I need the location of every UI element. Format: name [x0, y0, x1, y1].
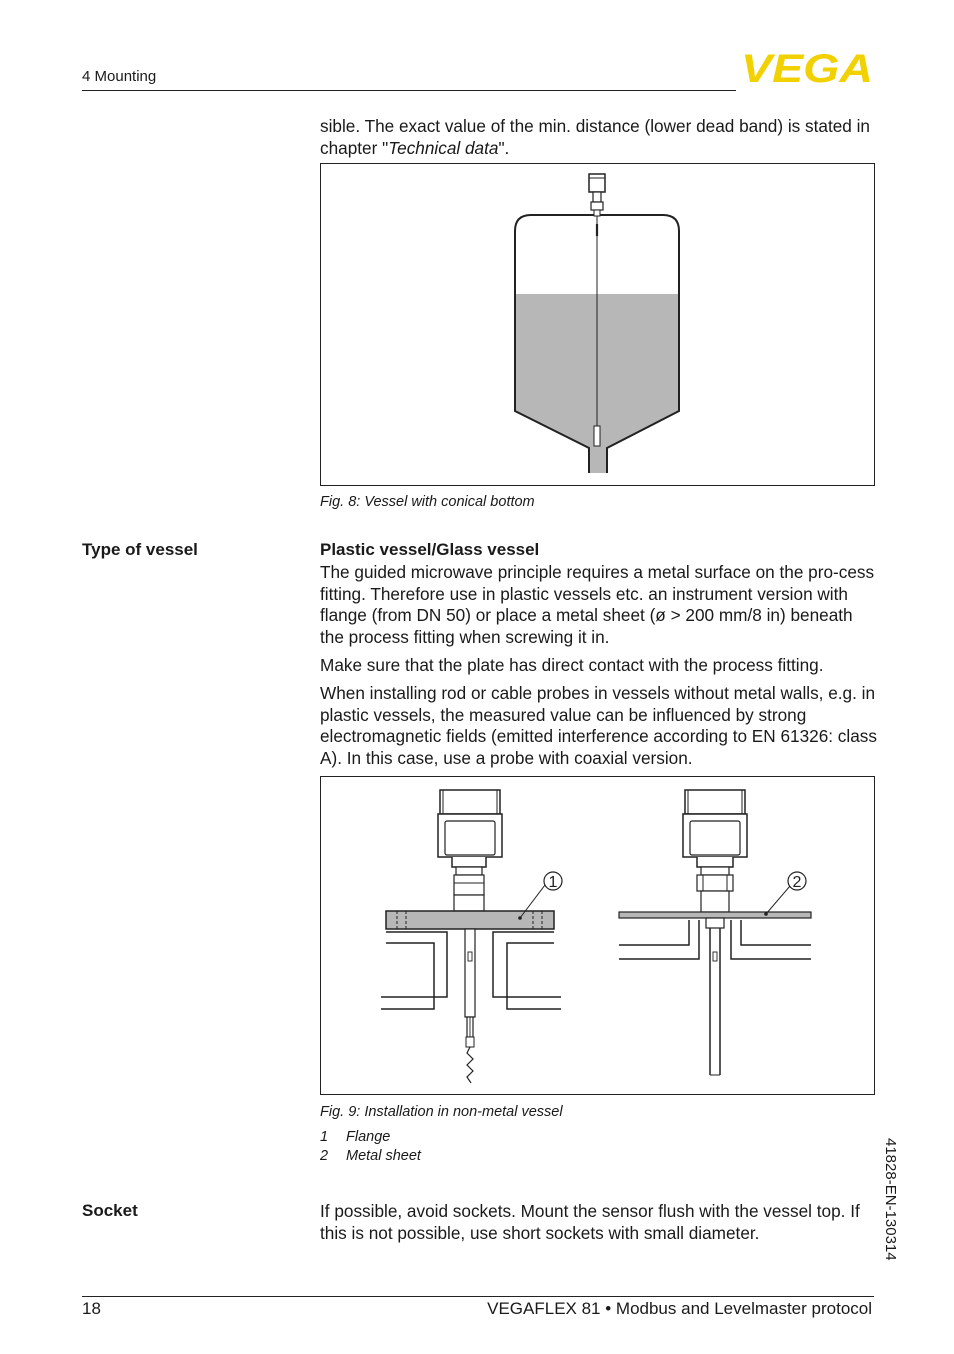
figure-vessel-conical-bottom: [320, 163, 875, 486]
vessel-socket-right-1: [493, 932, 561, 997]
legend-item-flange: 1 Flange: [320, 1129, 391, 1145]
vessel-socket-left-1: [381, 932, 447, 997]
vega-logo: [740, 50, 874, 84]
vessel-socket-left-2: [619, 920, 689, 945]
sensor-neck-2: [697, 857, 733, 867]
figure-8-caption: Fig. 8: Vessel with conical bottom: [320, 494, 535, 510]
paragraph-plate-contact: Make sure that the plate has direct contact with the process fitting.: [320, 655, 824, 675]
metal-sheet-version: [619, 790, 811, 1075]
chapter-reference: Technical data: [388, 137, 499, 158]
probe-cable-1: [467, 1047, 473, 1083]
vessel-conical-drawing: [321, 164, 874, 485]
flange-version: [381, 790, 562, 1083]
flange-plate: [386, 911, 554, 929]
side-heading-socket: Socket: [82, 1201, 138, 1220]
gravity-weight: [594, 426, 600, 446]
heading-plastic-glass-vessel: Plastic vessel/Glass vessel: [320, 540, 540, 559]
page-number: 18: [82, 1299, 101, 1318]
footer-document-title: VEGAFLEX 81 • Modbus and Levelmaster protocol: [487, 1299, 872, 1318]
side-heading-type-of-vessel: Type of vessel: [82, 540, 198, 559]
metal-sheet: [619, 912, 811, 918]
sensor-housing-top-1: [440, 790, 500, 814]
document-id: 41828-EN-130314: [882, 1138, 899, 1261]
sensor-neck: [593, 192, 601, 202]
probe-rod-2: [710, 928, 720, 1075]
header-rule: [82, 90, 736, 91]
paragraph-socket: If possible, avoid sockets. Mount the sensor flush with the vessel top. If this is not possible, use short sockets with small diameter.: [320, 1201, 860, 1243]
callout-2-label: 2: [792, 874, 802, 891]
sensor-window-1: [445, 821, 495, 855]
paragraph-metal-surface: The guided microwave principle requires a metal surface on the pro-cess fitting. Therefore use in plastic vessels etc. an instrument version with flange (from DN 50) or place a metal sheet (ø > 200 mm/8 in) beneath the process fitting when screwing it in.: [320, 562, 875, 647]
vessel-socket-right-2: [741, 920, 811, 945]
intro-paragraph: sible. The exact value of the min. distance (lower dead band) is stated in chapter "Technical data".: [320, 116, 870, 158]
paragraph-emc-influence: When installing rod or cable probes in vessels without metal walls, e.g. in plastic vessels, the measured value can be influenced by strong electromagnetic fields (emitted interference according to EN 61326: class A). In this case, use a probe with coaxial version.: [320, 683, 877, 768]
non-metal-vessel-drawing: [321, 777, 874, 1094]
callout-1-label: 1: [548, 874, 558, 891]
sensor-neck-1: [452, 857, 486, 867]
sensor-fitting: [591, 202, 603, 210]
figure-non-metal-vessel: [320, 776, 875, 1095]
sensor-gland: [594, 210, 600, 216]
sensor-housing-top-2: [685, 790, 745, 814]
probe-rod-1: [465, 929, 475, 1017]
sensor-head: [589, 174, 605, 192]
logo-text: VEGA: [741, 50, 873, 84]
figure-9-caption: Fig. 9: Installation in non-metal vessel: [320, 1104, 563, 1120]
legend-item-metal-sheet: 2 Metal sheet: [320, 1148, 421, 1164]
section-title: 4 Mounting: [82, 68, 157, 85]
footer-rule: [82, 1296, 874, 1297]
sensor-window-2: [690, 821, 740, 855]
